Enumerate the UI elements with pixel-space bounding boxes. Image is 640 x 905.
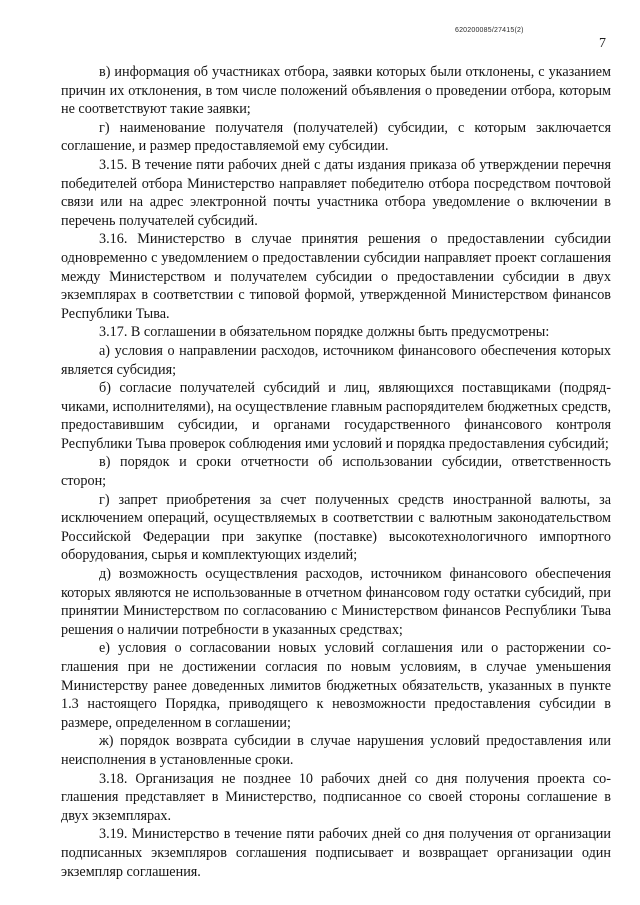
paragraph-3-19: 3.19. Министерство в течение пяти рабочих дней со дня получения от организации подписанных экземпляров соглашения подписывает и возвращает организации один экземпляр соглашения. xyxy=(61,826,611,880)
paragraph-3-14-v: в) информация об участниках отбора, заявки которых были отклонены, с указанием причин их отклонения, в том числе положений объявления о проведении отбора, которым не соответствуют такие заявки; xyxy=(61,64,611,118)
paragraph-3-16: 3.16. Министерство в случае принятия решения о предоставлении субсидии одновременно с уведомлением о предоставлении субсидии направляет проект соглашения между Министерством и получателем субсидии о предоставлении субсидии в двух экземплярах в соответствии с типовой формой, утвержденной Министерством финансов Республики Тыва. xyxy=(61,231,611,322)
paragraph-3-17-a: а) условия о направлении расходов, источником финансового обеспечения которых является субсидия; xyxy=(61,342,611,378)
paragraph-3-14-g: г) наименование получателя (получателей) субсидии, с которым заключается соглашение, и размер предоставляемой ему субсидии. xyxy=(61,119,611,155)
document-code: 620200085/27415(2) xyxy=(455,27,524,34)
paragraph-3-17-zh: ж) порядок возврата субсидии в случае нарушения условий предоставления или неисполнения в установленные сроки. xyxy=(61,733,611,768)
paragraph-3-17-d: д) возможность осуществления расходов, источником финансового обеспечения которых являются не использованные в отчетном финансовом году остатки субсидий, при принятии Министерством по согласованию с Министерством финансов Республики Тыва решения о наличии потребности в указанных средствах; xyxy=(61,566,611,638)
paragraph-3-17: 3.17. В соглашении в обязательном порядке должны быть предусмотрены: xyxy=(99,324,550,341)
paragraph-3-17-e: е) условия о согласовании новых условий соглашения или о расторжении соглашения при не достижении согласия по новым условиям, в случае уменьшения Министерству ранее доведенных лимитов бюджетных обязательств, указанных в пункте 1.3 настоящего Порядка, приводящего к невозможности предоставления субсидии в размере, определенном в соглашении; xyxy=(61,640,611,731)
paragraph-3-18: 3.18. Организация не позднее 10 рабочих дней со дня получения проекта соглашения представляет в Министерство, подписанное со своей стороны соглашение в двух экземплярах. xyxy=(61,770,611,824)
paragraph-3-17-b: б) согласие получателей субсидий и лиц, являющихся поставщиками (подрядчиками, исполнителями), на осуществление главным распорядителем бюджетных средств, предоставившим субсидии, и органами государственного финансового контроля Республики Тыва проверок соблюдения ими условий и порядка предоставления субсидий; xyxy=(61,380,611,452)
page-number: 7 xyxy=(599,36,606,51)
document-body xyxy=(61,63,611,881)
paragraph-3-15: 3.15. В течение пяти рабочих дней с даты издания приказа об утверждении перечня победителей отбора Министерство направляет победителю отбора посредством почтовой связи или на адрес электронной почты участника отбора уведомление о включении в перечень получателей субсидий. xyxy=(61,156,611,229)
paragraph-3-17-g: г) запрет приобретения за счет полученных средств иностранной валюты, за исключением операций, осуществляемых в соответствии с валютным законодательством Российской Федерации при закупке (поставке) высокотехнологичного импортного оборудования, сырья и комплектующих изделий; xyxy=(61,491,611,564)
paragraph-3-17-v: в) порядок и сроки отчетности об использовании субсидии, ответственность сторон; xyxy=(61,454,611,490)
